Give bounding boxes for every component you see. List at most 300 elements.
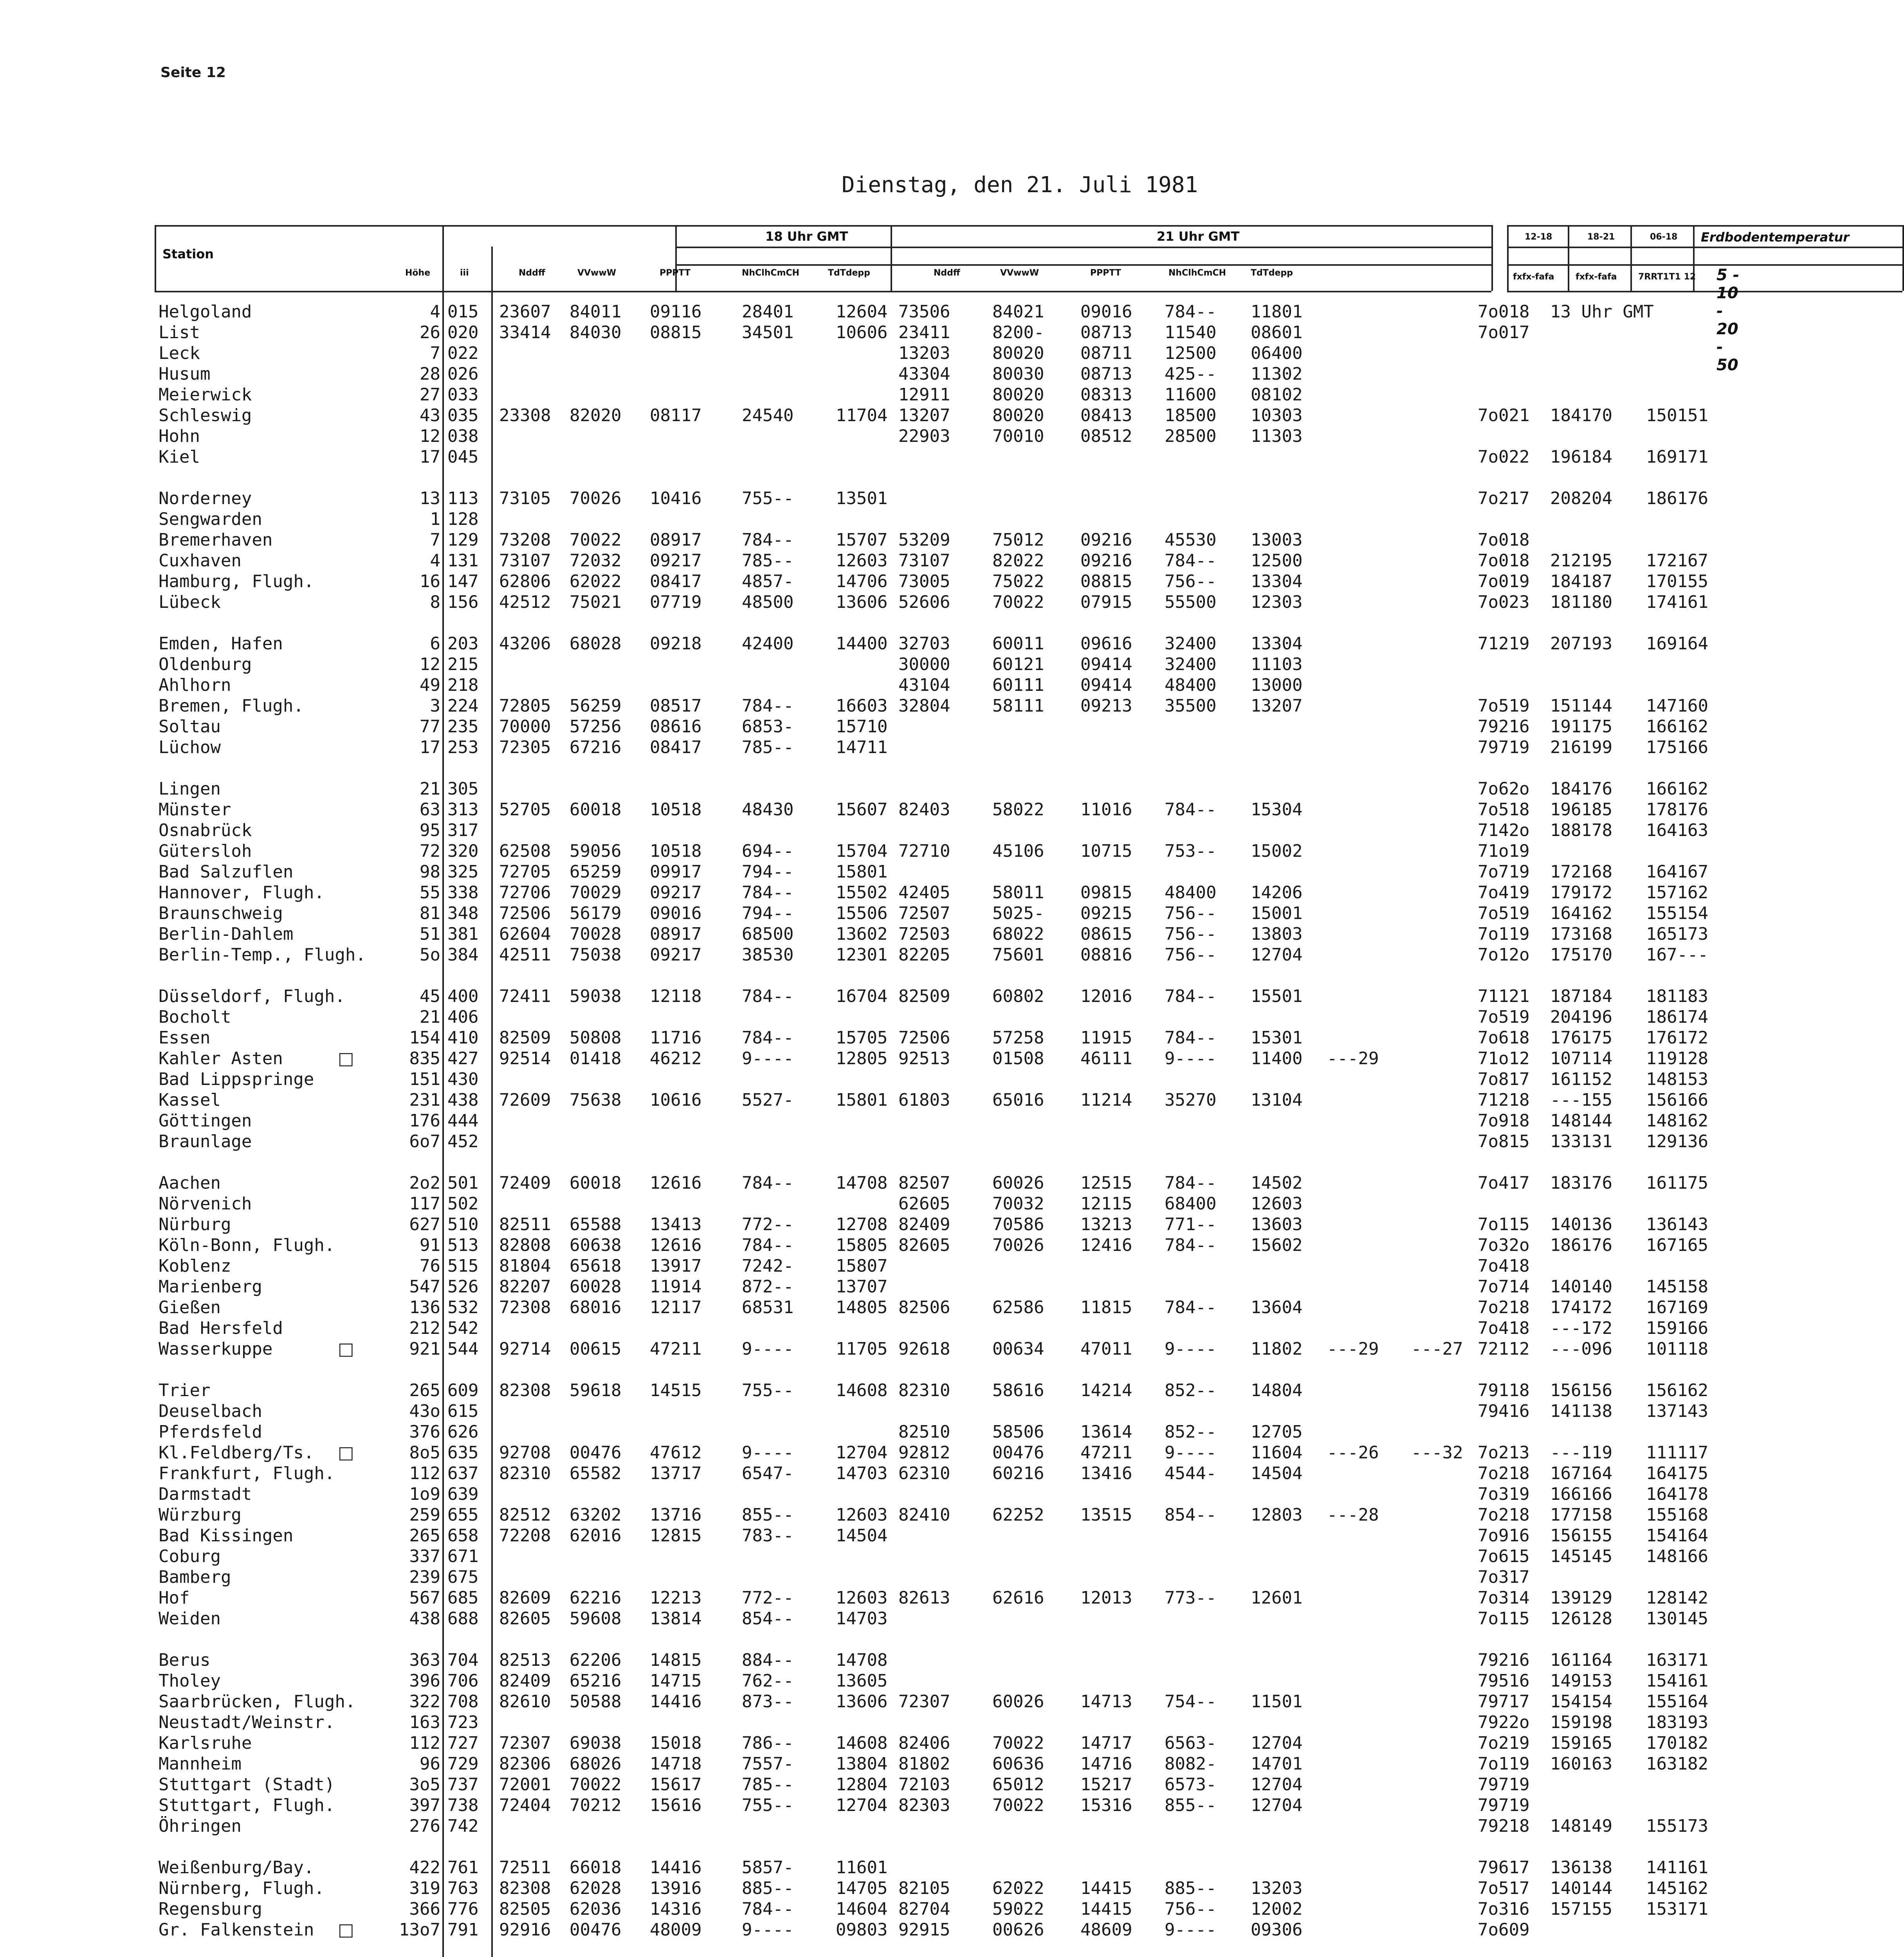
obs-21-value: 08102 <box>1251 385 1303 405</box>
obs-21-value: 12013 <box>1080 1588 1132 1608</box>
mountain-station-marker: □ <box>338 1443 354 1463</box>
obs-21-value: 13000 <box>1251 675 1303 695</box>
obs-21-value: 07915 <box>1080 592 1132 612</box>
obs-18-value: 15801 <box>836 1090 888 1110</box>
range-06-18: 71121 <box>1478 986 1530 1006</box>
obs-21-value: 92915 <box>898 1920 950 1940</box>
obs-18-value: 12213 <box>650 1588 702 1608</box>
obs-21-value: 73107 <box>898 551 950 571</box>
obs-18-value: 72511 <box>499 1858 551 1878</box>
obs-18-value: 12815 <box>650 1526 702 1546</box>
soil-temp-b: 172167 <box>1646 551 1708 571</box>
obs-18-value: 14706 <box>836 571 888 591</box>
station-height: 6o7 <box>409 1132 440 1151</box>
obs-18-value: 65259 <box>570 862 622 882</box>
obs-21-value: 43304 <box>898 364 950 384</box>
obs-18-value: 14400 <box>836 634 888 654</box>
col21-5: TdTdepp <box>1251 268 1293 278</box>
obs-18-value: 12603 <box>836 1505 888 1525</box>
obs-21-value: 784-- <box>1165 1173 1217 1193</box>
station-row <box>155 1878 1746 1899</box>
obs-21-value: 08413 <box>1080 405 1132 425</box>
station-row <box>155 509 1746 530</box>
soil-temp-a: 175170 <box>1550 945 1612 965</box>
station-index: 128 <box>447 509 479 529</box>
range-06-18: 7142o <box>1478 820 1530 840</box>
station-index: 513 <box>447 1235 479 1255</box>
obs-18-value: 11705 <box>836 1339 888 1359</box>
obs-21-value: 70026 <box>992 1235 1044 1255</box>
obs-21-value: 12704 <box>1251 1795 1303 1815</box>
obs-18-value: 50588 <box>570 1692 622 1712</box>
station-index: 729 <box>447 1754 479 1774</box>
station-row <box>155 1069 1746 1090</box>
soil-temp-b: 141161 <box>1646 1858 1708 1878</box>
obs-18-value: 12117 <box>650 1297 702 1317</box>
soil-temp-header: Erdbodentemperatur <box>1701 230 1850 245</box>
obs-21-value: 82704 <box>898 1899 950 1919</box>
range-06-18: 7o714 <box>1478 1277 1530 1297</box>
range-06-18: 7922o <box>1478 1712 1530 1732</box>
station-height: 63 <box>420 800 440 820</box>
station-index: 706 <box>447 1671 479 1691</box>
station-index: 438 <box>447 1090 479 1110</box>
obs-18-value: 5527- <box>742 1090 794 1110</box>
obs-18-value: 72805 <box>499 696 551 716</box>
obs-18-value: 9---- <box>742 1443 794 1463</box>
obs-21-value: 00476 <box>992 1443 1044 1463</box>
obs-18-value: 13917 <box>650 1256 702 1276</box>
obs-21-value: 60011 <box>992 634 1044 654</box>
station-index: 515 <box>447 1256 479 1276</box>
obs-18-value: 10616 <box>650 1090 702 1110</box>
obs-18-value: 72001 <box>499 1775 551 1795</box>
obs-18-value: 62028 <box>570 1878 622 1898</box>
group-18-header: 18 Uhr GMT <box>765 229 848 244</box>
station-height: 17 <box>420 447 440 467</box>
station-height: 921 <box>409 1339 440 1359</box>
station-name: Kahler Asten <box>159 1049 283 1069</box>
obs-21-value: 57258 <box>992 1028 1044 1048</box>
range-06-18: 7o517 <box>1478 1878 1530 1898</box>
obs-21-value: 60636 <box>992 1754 1044 1774</box>
station-name: Öhringen <box>159 1816 242 1836</box>
range-06-18: 7o021 <box>1478 405 1530 425</box>
obs-21-value: 06400 <box>1251 343 1303 363</box>
station-row <box>155 1650 1746 1670</box>
obs-18-value: 08917 <box>650 530 702 550</box>
obs-18-value: 15807 <box>836 1256 888 1276</box>
range-06-18: 7o018 <box>1478 551 1530 571</box>
station-row <box>155 301 1746 322</box>
obs-21-value: 08512 <box>1080 426 1132 446</box>
soil-temp-a: 191175 <box>1550 717 1612 737</box>
soil-temp-b: 155168 <box>1646 1505 1708 1525</box>
obs-18-value: 14416 <box>650 1692 702 1712</box>
obs-18-value: 772-- <box>742 1588 794 1608</box>
obs-21-value: 09213 <box>1080 696 1132 716</box>
station-name: Coburg <box>159 1546 221 1566</box>
station-index: 131 <box>447 551 479 571</box>
obs-18-value: 43206 <box>499 634 551 654</box>
range-06-18: 79719 <box>1478 737 1530 757</box>
station-row <box>155 1422 1746 1442</box>
station-row <box>155 778 1746 799</box>
obs-21-value: 773-- <box>1165 1588 1217 1608</box>
obs-18-value: 42400 <box>742 634 794 654</box>
soil-temp-a: 186176 <box>1550 1235 1612 1255</box>
obs-18-value: 70029 <box>570 883 622 903</box>
obs-18-value: 13916 <box>650 1878 702 1898</box>
obs-21-value: 09016 <box>1080 302 1132 322</box>
station-index: 400 <box>447 986 479 1006</box>
station-height: 3o5 <box>409 1775 440 1795</box>
date-line: Dienstag, den 21. Juli 1981 <box>842 172 1198 198</box>
station-row <box>155 364 1746 384</box>
station-height: 16 <box>420 571 440 591</box>
station-name: Kl.Feldberg/Ts. <box>159 1443 314 1463</box>
station-name: Sengwarden <box>159 509 262 529</box>
obs-21-value: 756-- <box>1165 924 1217 944</box>
station-row <box>155 550 1746 571</box>
obs-18-value: 15705 <box>836 1028 888 1048</box>
obs-18-value: 70022 <box>570 530 622 550</box>
station-height: 1o9 <box>409 1484 440 1504</box>
station-height: 76 <box>420 1256 440 1276</box>
obs-21-value: 13304 <box>1251 571 1303 591</box>
station-row <box>155 1588 1746 1608</box>
station-index: 452 <box>447 1132 479 1151</box>
range-06-18: 7o519 <box>1478 696 1530 716</box>
obs-18-value: 81804 <box>499 1256 551 1276</box>
obs-21-value: 784-- <box>1165 800 1217 820</box>
obs-18-value: 82310 <box>499 1463 551 1483</box>
obs-18-value: 38530 <box>742 945 794 965</box>
station-height: 21 <box>420 779 440 799</box>
station-index: 020 <box>447 323 479 342</box>
obs-21-value: 15002 <box>1251 841 1303 861</box>
soil-temp-a: 160163 <box>1550 1754 1612 1774</box>
range-12-18: ---26 <box>1327 1443 1379 1463</box>
soil-temp-a: 157155 <box>1550 1899 1612 1919</box>
obs-18-value: 08117 <box>650 405 702 425</box>
obs-21-value: 35500 <box>1165 696 1217 716</box>
obs-18-value: 69038 <box>570 1733 622 1753</box>
soil-temp-a: 184176 <box>1550 779 1612 799</box>
obs-18-value: 63202 <box>570 1505 622 1525</box>
station-index: 761 <box>447 1858 479 1878</box>
obs-21-value: 60216 <box>992 1463 1044 1483</box>
obs-21-value: 11540 <box>1165 323 1217 342</box>
obs-21-value: 10715 <box>1080 841 1132 861</box>
obs-21-value: 12303 <box>1251 592 1303 612</box>
range-06-18: 71218 <box>1478 1090 1530 1110</box>
station-row <box>155 1318 1746 1339</box>
station-height: 21 <box>420 1007 440 1027</box>
obs-21-value: 58011 <box>992 883 1044 903</box>
station-name: Karlsruhe <box>159 1733 252 1753</box>
obs-21-value: 11400 <box>1251 1049 1303 1069</box>
obs-18-value: 68028 <box>570 634 622 654</box>
obs-18-value: 09218 <box>650 634 702 654</box>
soil-temp-b: 166162 <box>1646 717 1708 737</box>
obs-18-value: 59608 <box>570 1609 622 1629</box>
obs-18-value: 872-- <box>742 1277 794 1297</box>
station-row <box>155 820 1746 841</box>
obs-21-value: 72506 <box>898 1028 950 1048</box>
soil-temp-b: 167165 <box>1646 1235 1708 1255</box>
soil-depths: 5 - 10 - 20 - 50 <box>1716 266 1740 374</box>
obs-21-value: 65012 <box>992 1775 1044 1795</box>
obs-18-value: 11601 <box>836 1858 888 1878</box>
obs-21-value: 32400 <box>1165 634 1217 654</box>
station-height: 835 <box>409 1049 440 1069</box>
station-height: 43o <box>409 1401 440 1421</box>
obs-18-value: 7557- <box>742 1754 794 1774</box>
obs-21-value: 12803 <box>1251 1505 1303 1525</box>
obs-21-value: 43104 <box>898 675 950 695</box>
soil-temp-b: 186174 <box>1646 1007 1708 1027</box>
station-height: 438 <box>409 1609 440 1629</box>
obs-21-value: 14415 <box>1080 1899 1132 1919</box>
obs-18-value: 67216 <box>570 737 622 757</box>
obs-18-value: 72307 <box>499 1733 551 1753</box>
station-name: Saarbrücken, Flugh. <box>159 1692 356 1712</box>
obs-18-value: 783-- <box>742 1526 794 1546</box>
station-name: Bocholt <box>159 1007 231 1027</box>
obs-21-value: 784-- <box>1165 986 1217 1006</box>
obs-21-value: 09215 <box>1080 903 1132 923</box>
station-height: 112 <box>409 1463 440 1483</box>
station-height: 4 <box>430 302 440 322</box>
obs-21-value: 425-- <box>1165 364 1217 384</box>
soil-temp-b: 119128 <box>1646 1049 1708 1069</box>
station-height: 136 <box>409 1297 440 1317</box>
station-name: Hannover, Flugh. <box>159 883 325 903</box>
obs-18-value: 784-- <box>742 1235 794 1255</box>
station-row <box>155 1090 1746 1110</box>
obs-21-value: 09216 <box>1080 551 1132 571</box>
obs-21-value: 46111 <box>1080 1049 1132 1069</box>
station-height: 363 <box>409 1650 440 1670</box>
obs-21-value: 13213 <box>1080 1215 1132 1234</box>
soil-temp-b: 178176 <box>1646 800 1708 820</box>
obs-18-value: 11716 <box>650 1028 702 1048</box>
soil-temp-b: 170182 <box>1646 1733 1708 1753</box>
station-height: 239 <box>409 1567 440 1587</box>
obs-21-value: 61803 <box>898 1090 950 1110</box>
obs-21-value: 08615 <box>1080 924 1132 944</box>
station-height: 13o7 <box>399 1920 440 1940</box>
obs-18-value: 82306 <box>499 1754 551 1774</box>
obs-18-value: 82610 <box>499 1692 551 1712</box>
soil-temp-a: 161152 <box>1550 1069 1612 1089</box>
range-06-18: 7o115 <box>1478 1609 1530 1629</box>
station-name: Emden, Hafen <box>159 634 283 654</box>
obs-21-value: 00634 <box>992 1339 1044 1359</box>
obs-21-value: 92618 <box>898 1339 950 1359</box>
station-height: 319 <box>409 1878 440 1898</box>
station-index: 015 <box>447 302 479 322</box>
obs-21-value: 73506 <box>898 302 950 322</box>
station-row <box>155 944 1746 965</box>
station-index: 218 <box>447 675 479 695</box>
obs-21-value: 12704 <box>1251 1775 1303 1795</box>
obs-21-value: 11604 <box>1251 1443 1303 1463</box>
station-index: 723 <box>447 1712 479 1732</box>
station-name: Helgoland <box>159 302 252 322</box>
station-name: Berlin-Temp., Flugh. <box>159 945 366 965</box>
soil-temp-a: 151144 <box>1550 696 1612 716</box>
obs-18-value: 13716 <box>650 1505 702 1525</box>
station-height: 212 <box>409 1318 440 1338</box>
station-height: 259 <box>409 1505 440 1525</box>
soil-temp-a: 196184 <box>1550 447 1612 467</box>
obs-21-value: 15602 <box>1251 1235 1303 1255</box>
station-height: 4 <box>430 551 440 571</box>
obs-18-value: 12704 <box>836 1443 888 1463</box>
station-row <box>155 1691 1746 1712</box>
station-name: Braunlage <box>159 1132 252 1151</box>
obs-18-value: 75021 <box>570 592 622 612</box>
station-row <box>155 384 1746 405</box>
range-06-18: 7o119 <box>1478 1754 1530 1774</box>
station-name: Essen <box>159 1028 211 1048</box>
station-row <box>155 882 1746 903</box>
station-row <box>155 799 1746 820</box>
station-row <box>155 1525 1746 1546</box>
obs-21-value: 82507 <box>898 1173 950 1193</box>
obs-18-value: 15506 <box>836 903 888 923</box>
obs-18-value: 70026 <box>570 488 622 508</box>
obs-18-value: 772-- <box>742 1215 794 1234</box>
station-height: 117 <box>409 1194 440 1214</box>
range-06-18: 79719 <box>1478 1775 1530 1795</box>
obs-21-value: 58616 <box>992 1380 1044 1400</box>
obs-18-value: 13605 <box>836 1671 888 1691</box>
obs-21-value: 754-- <box>1165 1692 1217 1712</box>
obs-18-value: 62508 <box>499 841 551 861</box>
station-row <box>155 1795 1746 1816</box>
obs-21-value: 12603 <box>1251 1194 1303 1214</box>
range-06-18: 79719 <box>1478 1795 1530 1815</box>
obs-21-value: 14713 <box>1080 1692 1132 1712</box>
range-06-18: 7o815 <box>1478 1132 1530 1151</box>
obs-21-value: 82509 <box>898 986 950 1006</box>
obs-21-value: 48400 <box>1165 883 1217 903</box>
obs-21-value: 11103 <box>1251 654 1303 674</box>
station-height: 151 <box>409 1069 440 1089</box>
station-index: 532 <box>447 1297 479 1317</box>
obs-18-value: 11914 <box>650 1277 702 1297</box>
soil-temp-b: 166162 <box>1646 779 1708 799</box>
page-number: Seite 12 <box>160 65 226 81</box>
station-index: 427 <box>447 1049 479 1069</box>
obs-18-value: 65582 <box>570 1463 622 1483</box>
soil-temp-a: ---096 <box>1550 1339 1612 1359</box>
obs-21-value: 13207 <box>1251 696 1303 716</box>
station-index: 410 <box>447 1028 479 1048</box>
obs-18-value: 62604 <box>499 924 551 944</box>
station-index: 671 <box>447 1546 479 1566</box>
obs-21-value: 60026 <box>992 1173 1044 1193</box>
station-name: Koblenz <box>159 1256 231 1276</box>
obs-18-value: 28401 <box>742 302 794 322</box>
soil-temp-a: 164162 <box>1550 903 1612 923</box>
obs-18-value: 47211 <box>650 1339 702 1359</box>
obs-18-value: 08815 <box>650 323 702 342</box>
obs-21-value: 11915 <box>1080 1028 1132 1048</box>
soil-temp-b: 154164 <box>1646 1526 1708 1546</box>
station-index: 639 <box>447 1484 479 1504</box>
soil-temp-b: 169171 <box>1646 447 1708 467</box>
obs-21-value: 22903 <box>898 426 950 446</box>
obs-21-value: 14716 <box>1080 1754 1132 1774</box>
obs-21-value: 47011 <box>1080 1339 1132 1359</box>
range-18-21: ---27 <box>1411 1339 1463 1359</box>
obs-18-value: 72409 <box>499 1173 551 1193</box>
obs-18-value: 70212 <box>570 1795 622 1815</box>
obs-18-value: 59618 <box>570 1380 622 1400</box>
obs-18-value: 785-- <box>742 737 794 757</box>
obs-18-value: 12603 <box>836 1588 888 1608</box>
col18-1: Nddff <box>519 268 545 278</box>
station-index: 727 <box>447 1733 479 1753</box>
station-height: 366 <box>409 1899 440 1919</box>
obs-18-value: 12804 <box>836 1775 888 1795</box>
station-name: Weißenburg/Bay. <box>159 1858 314 1878</box>
soil-temp-b: 148162 <box>1646 1111 1708 1131</box>
soil-temp-b: 155154 <box>1646 903 1708 923</box>
range-06-18: 7o017 <box>1478 323 1530 342</box>
soil-temp-b: 145162 <box>1646 1878 1708 1898</box>
station-height: 265 <box>409 1380 440 1400</box>
obs-21-value: 80020 <box>992 405 1044 425</box>
station-height: 5o <box>420 945 440 965</box>
obs-18-value: 75038 <box>570 945 622 965</box>
station-name: Weiden <box>159 1609 221 1629</box>
range-06-18: 72112 <box>1478 1339 1530 1359</box>
obs-18-value: 14703 <box>836 1463 888 1483</box>
range-06-18: 7o317 <box>1478 1567 1530 1587</box>
station-name: Hohn <box>159 426 200 446</box>
obs-18-value: 60028 <box>570 1277 622 1297</box>
obs-18-value: 82808 <box>499 1235 551 1255</box>
obs-18-value: 15616 <box>650 1795 702 1815</box>
obs-21-value: 9---- <box>1165 1443 1217 1463</box>
soil-temp-a: 141138 <box>1550 1401 1612 1421</box>
obs-18-value: 72411 <box>499 986 551 1006</box>
station-height: 3 <box>430 696 440 716</box>
obs-18-value: 855-- <box>742 1505 794 1525</box>
station-row <box>155 488 1746 509</box>
soil-temp-b: 129136 <box>1646 1132 1708 1151</box>
station-height: 154 <box>409 1028 440 1048</box>
soil-temp-b: 150151 <box>1646 405 1708 425</box>
obs-21-value: 14214 <box>1080 1380 1132 1400</box>
station-index: 704 <box>447 1650 479 1670</box>
range-06-18: 7o217 <box>1478 488 1530 508</box>
soil-temp-a: 140136 <box>1550 1215 1612 1234</box>
station-name: Meierwick <box>159 385 252 405</box>
station-height: 96 <box>420 1754 440 1774</box>
station-row <box>155 1110 1746 1131</box>
obs-18-value: 13606 <box>836 1692 888 1712</box>
obs-18-value: 82513 <box>499 1650 551 1670</box>
station-row <box>155 1816 1746 1836</box>
range-06-18: 79416 <box>1478 1401 1530 1421</box>
station-index: 737 <box>447 1775 479 1795</box>
